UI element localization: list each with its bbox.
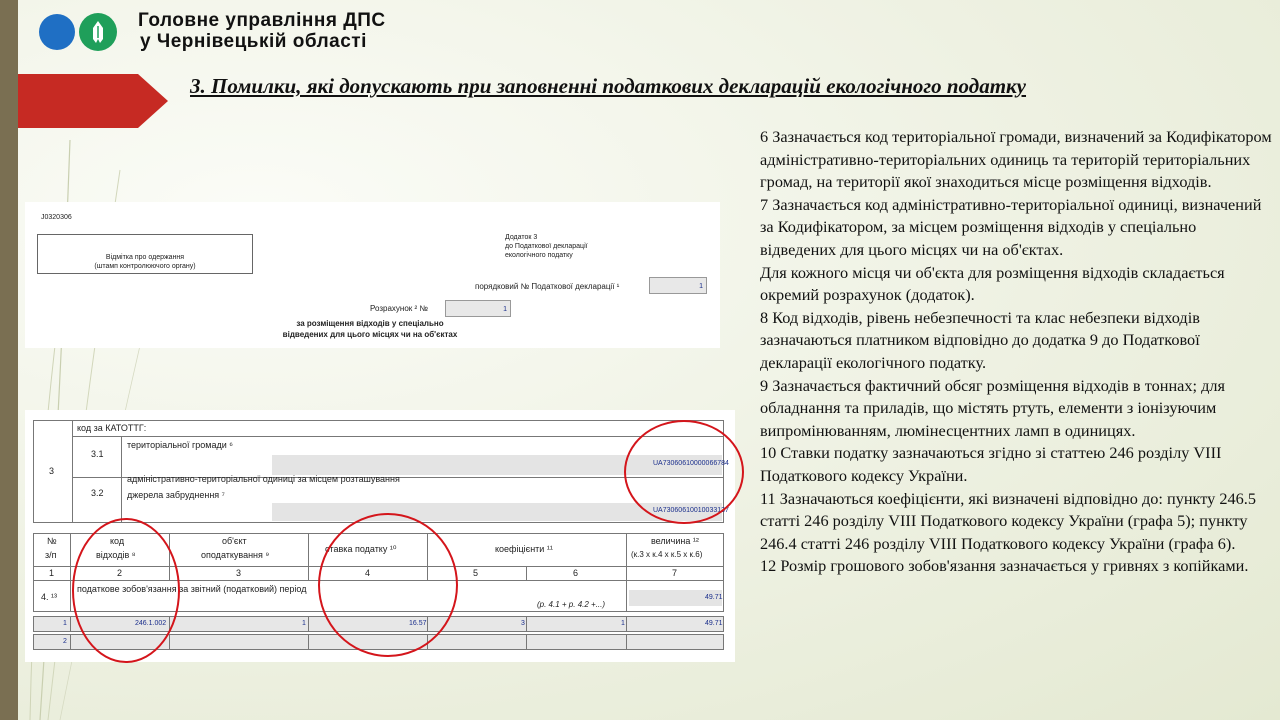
data-row-1-k5: 3 bbox=[521, 620, 525, 627]
calculation-label: Розрахунок ² № bbox=[370, 304, 428, 313]
data-row-2-cell-5[interactable] bbox=[427, 634, 527, 650]
data-row-2-n: 2 bbox=[63, 638, 67, 645]
row-3-2-value: UA73060610010033137 bbox=[653, 507, 729, 514]
footnotes-text bbox=[760, 126, 1272, 578]
colnum-1: 1 bbox=[49, 568, 55, 578]
note-7: 7 Зазначається код адміністративно-територіальної одиниці, визначений за Кодифікатором, за місцем розміщення відходів у спеціально відведених для цього місцях чи на об'єктах. bbox=[760, 194, 1262, 259]
row-4-label: податкове зобов'язання за звітний (податковий) період bbox=[77, 584, 307, 594]
row-3-1-label: територіальної громади ⁶ bbox=[127, 440, 233, 450]
row-3-2-label-2: джерела забруднення ⁷ bbox=[127, 490, 225, 500]
header-col-7-line-2: (к.3 х к.4 х к.5 х к.6) bbox=[631, 550, 703, 559]
annex-line-2: до Податкової декларації bbox=[505, 243, 588, 250]
katottg-label: код за КАТОТТГ: bbox=[77, 423, 147, 433]
data-row-2-cell-7[interactable] bbox=[626, 634, 724, 650]
colnum-4: 4 bbox=[365, 568, 371, 578]
header-col-5-6-label: коефіцієнти ¹¹ bbox=[495, 544, 553, 554]
header-col-3-line-1: об'єкт bbox=[222, 536, 247, 546]
note-12: 12 Розмір грошового зобов'язання зазначається у гривнях з копійками. bbox=[760, 556, 1249, 576]
org-line-2: у Чернівецькій області bbox=[140, 31, 367, 52]
annex-line-1: Додаток 3 bbox=[505, 234, 538, 241]
row-3-1-number: 3.1 bbox=[91, 449, 104, 459]
note-8: 8 Код відходів, рівень небезпечності та клас небезпеки відходів зазначаються платником відповідно до додатка 9 до Податкової декларації екологічного податку. bbox=[760, 307, 1200, 372]
colnum-3: 3 bbox=[236, 568, 242, 578]
data-row-1-cell-3[interactable] bbox=[169, 616, 309, 632]
colnum-6: 6 bbox=[573, 568, 579, 578]
data-row-1-k6: 1 bbox=[621, 620, 625, 627]
header-col-2-line-2: відходів ⁸ bbox=[96, 550, 136, 560]
slide-title: 3. Помилки, які допускають при заповненні податкових декларацій екологічного податку bbox=[190, 74, 1027, 98]
header-col-7-line-1: величина ¹² bbox=[651, 536, 699, 546]
data-row-1-n: 1 bbox=[63, 620, 67, 627]
calculation-number-field[interactable]: 1 bbox=[445, 300, 511, 317]
declaration-number-field[interactable]: 1 bbox=[649, 277, 707, 294]
annex-line-3: екологічного податку bbox=[505, 252, 573, 259]
row-3-2-number-cell bbox=[72, 477, 122, 523]
row-4-formula: (р. 4.1 + р. 4.2 +...) bbox=[537, 600, 606, 609]
data-row-2-cell-6[interactable] bbox=[526, 634, 627, 650]
highlight-circle-waste-code bbox=[72, 518, 180, 663]
data-row-1-object: 1 bbox=[302, 620, 306, 627]
row-3-2-number: 3.2 bbox=[91, 488, 104, 498]
title-arrow-decoration bbox=[18, 74, 168, 128]
row-4-value: 49.71 bbox=[705, 594, 723, 601]
data-row-1-amount: 49.71 bbox=[705, 620, 723, 627]
stamp-label-2: (штамп контролюючого органу) bbox=[94, 263, 196, 270]
note-7-extra: Для кожного місця чи об'єкта для розміщення відходів складається окремий розрахунок (додаток). bbox=[760, 262, 1225, 305]
note-6: 6 Зазначається код територіальної громади, визначений за Кодифікатором адміністративно-територіальних одиниць та територій територіальних громад, на території якої знаходиться місце розміщення відходів. bbox=[760, 127, 1272, 192]
declaration-header-form bbox=[25, 202, 720, 348]
form-subtitle-2: відведених для цього місцях чи на об'єктах bbox=[282, 330, 458, 339]
katottg-header-cell bbox=[72, 420, 724, 437]
colnum-5: 5 bbox=[473, 568, 479, 578]
org-line-1: Головне управління ДПС bbox=[138, 10, 386, 31]
header-col-3-line-2: оподаткування ⁹ bbox=[201, 550, 270, 560]
note-9: 9 Зазначається фактичний обсяг розміщення відходів в тоннах; для обладнання та приладів, що містять ртуть, елементи з іонізуючим випромінюванням, люмінесцентних ламп в одиницях. bbox=[760, 375, 1226, 440]
data-row-2-cell-3[interactable] bbox=[169, 634, 309, 650]
form-subtitle-1: за розміщення відходів у спеціально bbox=[296, 319, 444, 328]
header-col-1-line-1: № bbox=[47, 536, 57, 546]
note-10: 10 Ставки податку зазначаються згідно зі статтею 246 розділу VIII Податкового кодексу України. bbox=[760, 443, 1222, 485]
header-col-4-label: ставка податку ¹⁰ bbox=[325, 544, 397, 554]
dps-logo bbox=[38, 12, 122, 52]
note-11: 11 Зазначаються коефіцієнти, які визначені відповідно до: пункту 246.5 статті 246 розділу VIII Податкового кодексу України (графа 5); пункту 246.4 статті 246 розділу VIII Податкового кодексу України (графа 6). bbox=[760, 488, 1256, 553]
form-code: J0320306 bbox=[41, 214, 72, 221]
data-row-1-code: 246.1.002 bbox=[135, 620, 167, 627]
row-3-number: 3 bbox=[49, 466, 55, 476]
stamp-label-1: Відмітка про одержання bbox=[105, 254, 185, 261]
data-row-1-rate: 16.57 bbox=[409, 620, 427, 627]
row-3-1-value: UA73060610000066784 bbox=[653, 460, 729, 467]
colnum-7: 7 bbox=[672, 568, 678, 578]
organization-name bbox=[138, 10, 386, 52]
row-3-2-label-1: адміністративно-територіальної одиниці за місцем розташування bbox=[127, 474, 400, 484]
highlight-circle-katottg bbox=[624, 420, 744, 524]
row-4-number: 4. ¹³ bbox=[41, 592, 58, 602]
header-col-1-line-2: з/п bbox=[45, 550, 57, 560]
colnum-2: 2 bbox=[117, 568, 123, 578]
declaration-number-label: порядковий № Податкової декларації ¹ bbox=[475, 282, 620, 291]
header-col-2-line-1: код bbox=[110, 536, 125, 546]
left-accent-bar bbox=[0, 0, 18, 720]
data-row-1-cell-6[interactable] bbox=[526, 616, 627, 632]
highlight-circle-tax-rate bbox=[318, 513, 458, 657]
